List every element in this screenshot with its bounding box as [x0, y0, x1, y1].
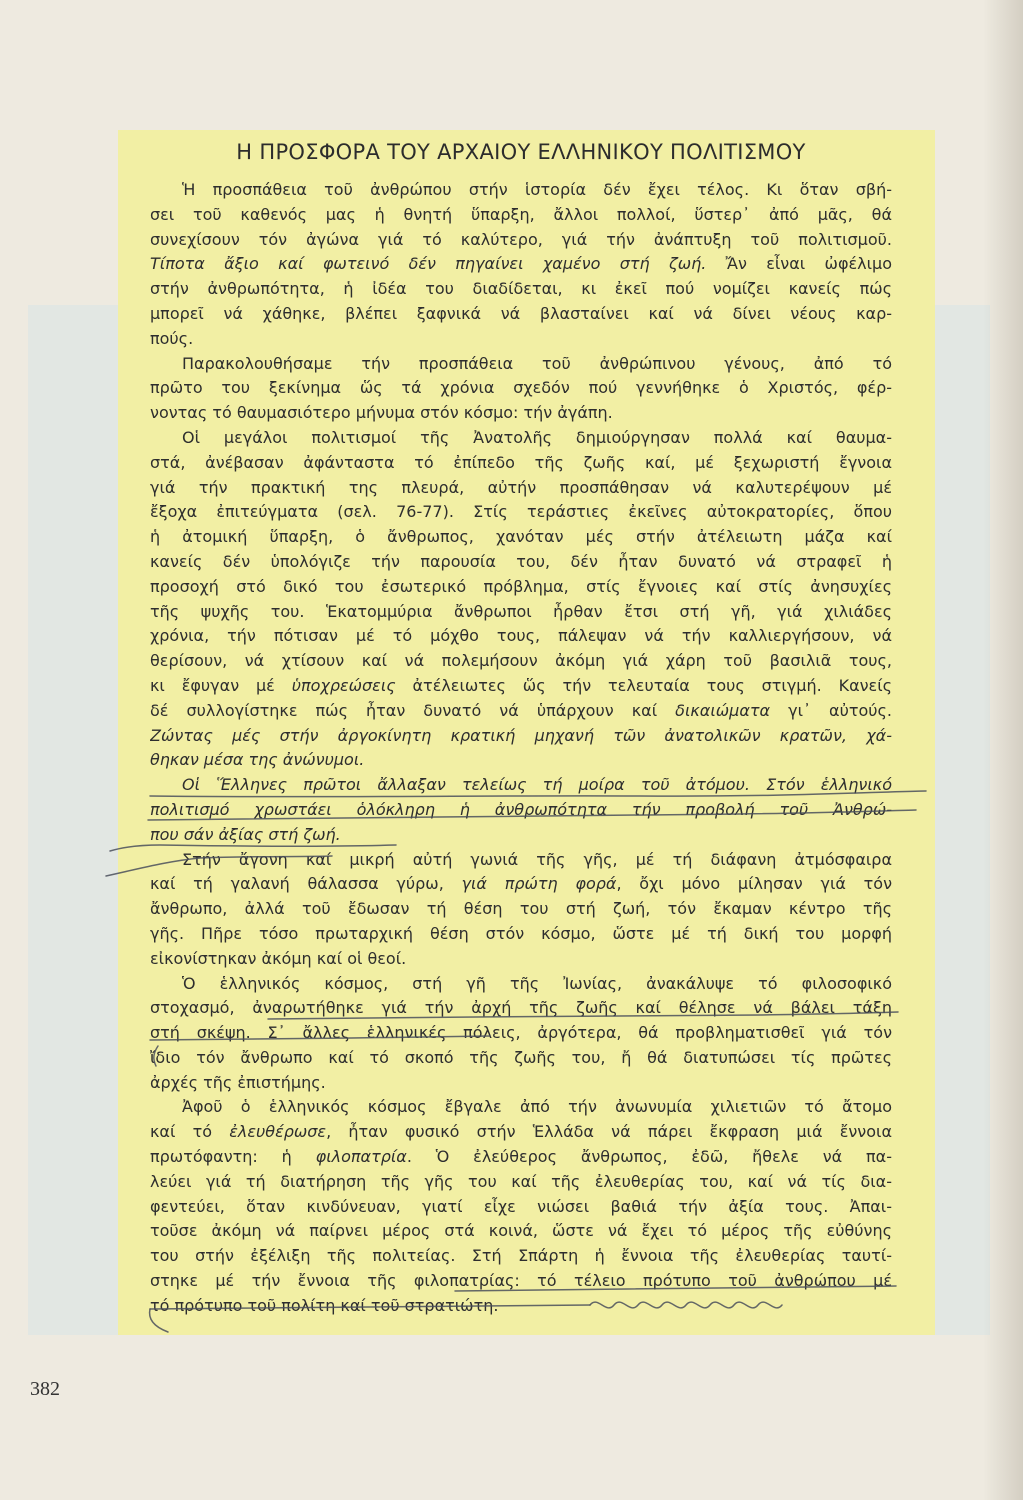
page-edge-shadow [983, 0, 1023, 1500]
text-line: στή σκέψη. Σ᾽ ἄλλες ἑλληνικές πόλεις, ἀργότερα, θά προβληματισθεῖ γιά τόν [150, 1023, 892, 1043]
paragraph [150, 178, 892, 352]
text-line: Οἱ μεγάλοι πολιτισμοί τῆς Ἀνατολῆς δημιούργησαν πολλά καί θαυμα- [182, 427, 892, 447]
emphasis-text: ὑποχρεώσεις [291, 675, 396, 695]
text-line: τῆς ψυχῆς του. Ἑκατομμύρια ἄνθρωποι ἦρθαν ἔτσι στή γῆ, γιά χιλιάδες [150, 601, 892, 621]
text-line: γιά τήν πρακτική της πλευρά, αὐτήν προσπάθησαν νά καλυτερέψουν μέ [150, 477, 892, 497]
text-line [150, 872, 892, 897]
text-segment: δέ συλλογίστηκε πώς ἦταν δυνατό νά ὑπάρχουν καί [150, 700, 676, 720]
text-segment: γι᾽ αὐτούς. [770, 700, 892, 720]
text-line [150, 252, 892, 277]
text-line: ἀρχές τῆς ἐπιστήμης. [150, 1072, 326, 1092]
text-line: Ὁ ἑλληνικός κόσμος, στή γῆ τῆς Ἰωνίας, ἀνακάλυψε τό φιλοσοφικό [182, 973, 892, 993]
text-line: γῆς. Πῆρε τόσο πρωταρχική θέση στόν κόσμο, ὥστε μέ τή δική του μορφή [150, 923, 892, 943]
text-line: στοχασμό, ἀναρωτήθηκε γιά τήν ἀρχή τῆς ζωῆς καί θέλησε νά βάλει τάξη [150, 998, 892, 1018]
text-segment: Ἄν εἶναι ὠφέλιμο [706, 254, 892, 274]
text-line: του στήν ἐξέλιξη τῆς πολιτείας. Στή Σπάρτη ἡ ἔννοια τῆς ἐλευθερίας ταυτί- [150, 1246, 892, 1266]
body-text [150, 178, 892, 1319]
text-segment: . Ὁ ἐλεύθερος ἄνθρωπος, ἐδῶ, ἤθελε νά πα- [406, 1147, 892, 1167]
text-line: Ἀφοῦ ὁ ἑλληνικός κόσμος ἔβγαλε ἀπό τήν ἀνωνυμία χιλιετιῶν τό ἄτομο [182, 1097, 892, 1117]
text-line: θερίσουν, νά χτίσουν καί νά πολεμήσουν ἀκόμη γιά χάρη τοῦ βασιλιᾶ τους, [150, 651, 892, 671]
text-line: στηκε μέ τήν ἔννοια τῆς φιλοπατρίας: τό τέλειο πρότυπο τοῦ ἀνθρώπου μέ [150, 1271, 892, 1291]
text-segment: , ἦταν φυσικό στήν Ἑλλάδα νά πάρει ἔκφραση μιά ἔννοια [326, 1122, 892, 1142]
text-line: που σάν ἀξίας στή ζωή. [150, 824, 341, 844]
emphasis-text: δικαιώματα [675, 700, 771, 720]
page-number: 382 [30, 1378, 60, 1400]
text-line: ἄνθρωπο, ἀλλά τοῦ ἔδωσαν τή θέση του στή ζωή, τόν ἔκαμαν κέντρο τῆς [150, 899, 892, 919]
text-line [150, 674, 892, 699]
emphasis-text: γιά πρώτη φορά [461, 874, 617, 894]
text-line: ἡ ἀτομική ὕπαρξη, ὁ ἄνθρωπος, χανόταν μές στήν ἀτέλειωτη μάζα καί [150, 527, 892, 547]
paragraph [150, 773, 892, 847]
text-segment: κι ἔφυγαν μέ [150, 675, 292, 695]
text-line: ἔξοχα ἐπιτεύγματα (σελ. 76-77). Στίς τεράστιες ἐκεῖνες αὐτοκρατορίες, ὅπου [150, 502, 892, 522]
text-line: προσοχή στό δικό του ἐσωτερικό πρόβλημα, στίς ἔγνοιες καί στίς ἀνησυχίες [150, 576, 892, 596]
paragraph [150, 352, 892, 426]
text-line: λεύει γιά τή διατήρηση τῆς γῆς του καί τῆς ἐλευθερίας του, καί νά τίς δια- [150, 1171, 892, 1191]
text-line [150, 699, 892, 724]
text-segment: καί τή γαλανή θάλασσα γύρω, [150, 874, 462, 894]
text-line: Παρακολουθήσαμε τήν προσπάθεια τοῦ ἀνθρώπινου γένους, ἀπό τό [182, 353, 892, 373]
text-line: σει τοῦ καθενός μας ἡ θνητή ὕπαρξη, ἄλλοι πολλοί, ὕστερ᾽ ἀπό μᾶς, θά [150, 204, 892, 224]
text-line: τό πρότυπο τοῦ πολίτη καί τοῦ στρατιώτη. [150, 1295, 499, 1315]
text-segment: ἀτέλειωτες ὥς τήν τελευταία τους στιγμή. Κανείς [395, 675, 892, 695]
paragraph [150, 848, 892, 972]
text-line: Ἡ προσπάθεια τοῦ ἀνθρώπου στήν ἱστορία δέν ἔχει τέλος. Κι ὅταν σβή- [182, 180, 892, 199]
text-line: συνεχίσουν τόν ἀγώνα γιά τό καλύτερο, γιά τήν ἀνάπτυξη τοῦ πολιτισμοῦ. [150, 229, 892, 249]
paragraph [150, 972, 892, 1096]
text-line: νοντας τό θαυμασιότερο μήνυμα στόν κόσμο: τήν ἀγάπη. [150, 403, 613, 423]
text-line: μπορεῖ νά χάθηκε, βλέπει ξαφνικά νά βλασταίνει καί νά δίνει νέους καρ- [150, 303, 892, 323]
emphasis-text: Τίποτα ἄξιο καί φωτεινό δέν πηγαίνει χαμένο στή ζωή. [150, 254, 707, 274]
emphasis-text: ἐλευθέρωσε [229, 1122, 327, 1142]
text-line: εἰκονίστηκαν ἀκόμη καί οἱ θεοί. [150, 948, 407, 968]
text-segment: , ὄχι μόνο μίλησαν γιά τόν [616, 874, 892, 894]
text-line: φεντεύει, ὅταν κινδύνευαν, γιατί εἶχε νιώσει βαθιά τήν ἀξία τους. Ἀπαι- [150, 1196, 892, 1216]
text-line: τοῦσε ἀκόμη νά παίρνει μέρος στά κοινά, ὥστε νά ἔχει τό μέρος τῆς εὐθύνης [150, 1221, 892, 1241]
text-line [150, 1145, 892, 1170]
paragraph [150, 1095, 892, 1318]
page-title: Η ΠΡΟΣΦΟΡΑ ΤΟΥ ΑΡΧΑΙΟΥ ΕΛΛΗΝΙΚΟΥ ΠΟΛΙΤΙΣΜΟΥ [236, 140, 806, 164]
text-line: πολιτισμό χρωστάει ὁλόκληρη ἡ ἀνθρωπότητα τήν προβολή τοῦ Ἀνθρώ- [150, 799, 892, 819]
text-line: πρῶτο του ξεκίνημα ὥς τά χρόνια σχεδόν πού γεννήθηκε ὁ Χριστός, φέρ- [150, 378, 892, 398]
text-line: κανείς δέν ὑπολόγιζε τήν παρουσία του, δέν ἦταν δυνατό νά στραφεῖ ἡ [150, 551, 892, 571]
text-line: στήν ἀνθρωπότητα, ἡ ἰδέα του διαδίδεται, κι ἐκεῖ πού νομίζει κανείς πώς [150, 279, 892, 299]
text-line: Στήν ἄγονη καί μικρή αὐτή γωνιά τῆς γῆς, μέ τή διάφανη ἀτμόσφαιρα [182, 849, 892, 869]
text-line: στά, ἀνέβασαν ἀφάνταστα τό ἐπίπεδο τῆς ζωῆς καί, μέ ξεχωριστή ἔγνοια [150, 452, 892, 472]
text-segment: πρωτόφαντη: ἡ [150, 1147, 316, 1167]
text-line: Ζώντας μές στήν ἀργοκίνητη κρατική μηχανή τῶν ἀνατολικῶν κρατῶν, χά- [150, 725, 892, 745]
text-line: Οἱ Ἕλληνες πρῶτοι ἄλλαξαν τελείως τή μοίρα τοῦ ἀτόμου. Στόν ἑλληνικό [182, 775, 892, 795]
text-segment: καί τό [150, 1122, 230, 1142]
text-line [150, 1120, 892, 1145]
emphasis-text: φιλοπατρία [315, 1147, 407, 1167]
text-line: πούς. [150, 328, 194, 348]
text-line: θηκαν μέσα της ἀνώνυμοι. [150, 750, 365, 770]
text-line: χρόνια, τήν πότισαν μέ τό μόχθο τους, πάλεψαν νά τήν καλλιεργήσουν, νά [150, 626, 892, 646]
paragraph [150, 426, 892, 773]
text-line: ἴδιο τόν ἄνθρωπο καί τό σκοπό τῆς ζωῆς του, ἤ θά διατυπώσει τίς πρῶτες [150, 1047, 892, 1067]
